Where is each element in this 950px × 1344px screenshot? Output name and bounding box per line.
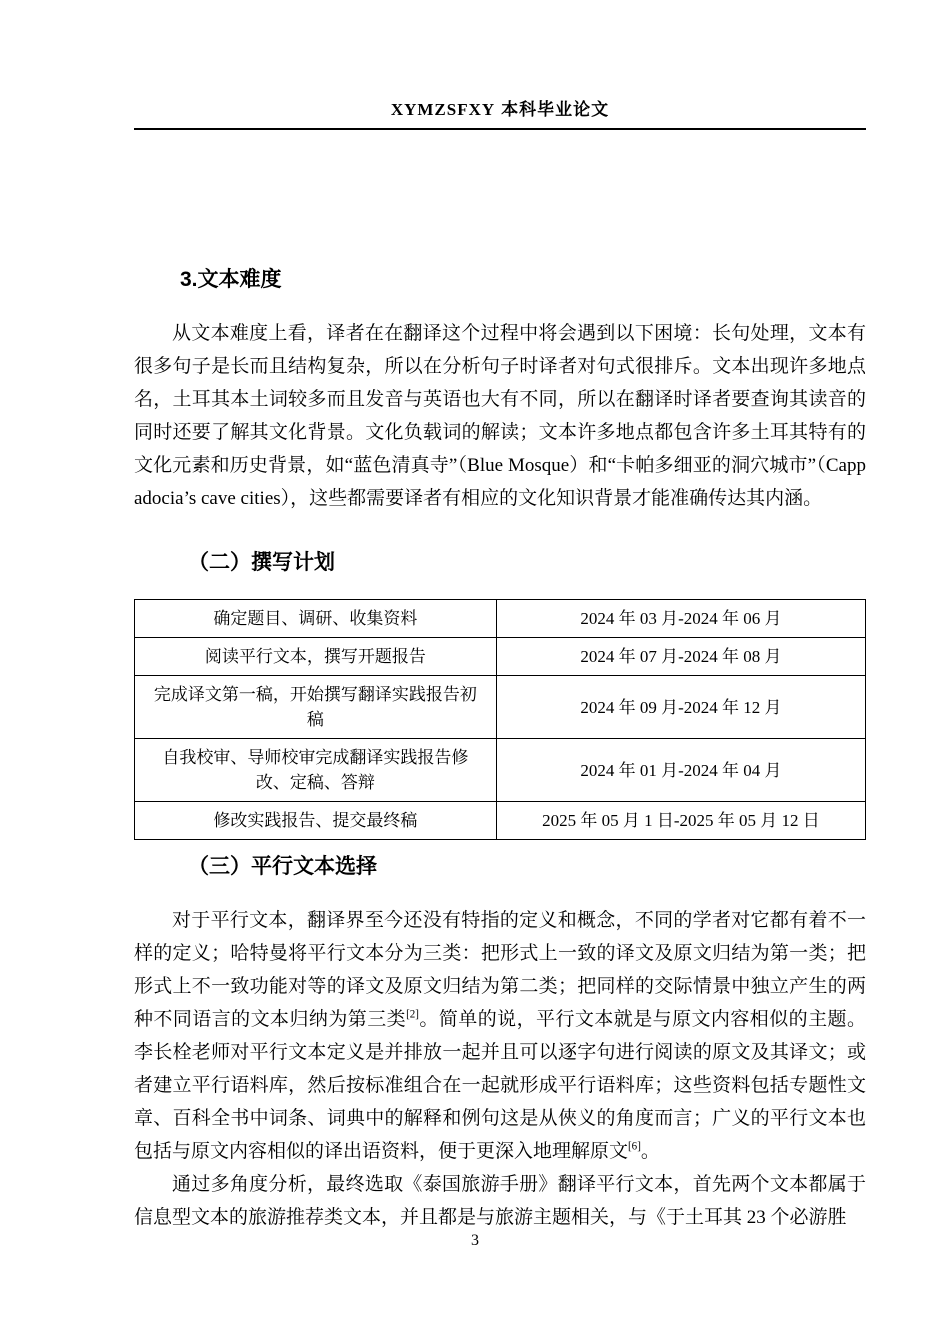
paragraph-text-difficulty: 从文本难度上看，译者在在翻译这个过程中将会遇到以下困境：长句处理，文本有很多句子是长而且结构复杂，所以在分析句子时译者对句式很排斥。文本出现许多地点名，土耳其本土词较多而且发音与英语也大有不同，所以在翻译时译者要查询其读音的同时还要了解其文化背景。文化负载词的解读；文本许多地点都包含许多土耳其特有的文化元素和历史背景，如“蓝色清真寺”（Blue Mosque）和“卡帕多细亚的洞穴城市”（Cappadocia’s cave cities），这些都需要译者有相应的文化知识背景才能准确传达其内涵。 bbox=[134, 323, 866, 509]
table-cell-period: 2024 年 09 月-2024 年 12 月 bbox=[496, 676, 865, 739]
table-row bbox=[135, 739, 866, 802]
table-cell-period: 2024 年 07 月-2024 年 08 月 bbox=[496, 638, 865, 676]
paragraph-parallel-definition: 对于平行文本，翻译界至今还没有特指的定义和概念，不同的学者对它都有着不一样的定义；哈特曼将平行文本分为三类：把形式上一致的译文及原文归结为第一类；把形式上不一致功能对等的译文及原文归结为第二类；把同样的交际情景中独立产生的两种不同语言的文本归纳为第三类[2]。简单的说，平行文本就是与原文内容相似的主题。李长栓老师对平行文本定义是并排放一起并且可以逐字句进行阅读的原文及其译文；或者建立平行语料库，然后按标准组合在一起就形成平行语料库；这些资料包括专题性文章、百科全书中词条、词典中的解释和例句这是从俠义的角度而言；广义的平行文本也包括与原文内容相似的译出语资料，便于更深入地理解原文[6]。 bbox=[134, 910, 866, 1162]
page-footer bbox=[0, 1232, 950, 1250]
paragraph-parallel-selection: 通过多角度分析，最终选取《泰国旅游手册》翻译平行文本，首先两个文本都属于信息型文本的旅游推荐类文本，并且都是与旅游主题相关，与《于土耳其 23 个必游胜 bbox=[134, 1174, 866, 1228]
heading-writing-plan: （二）撰写计划 bbox=[188, 551, 335, 574]
header-school-code: XYMZSFXY bbox=[390, 100, 496, 119]
table-row bbox=[135, 676, 866, 739]
table-cell-task: 完成译文第一稿，开始撰写翻译实践报告初稿 bbox=[135, 676, 497, 739]
table-row bbox=[135, 600, 866, 638]
table-cell-task: 阅读平行文本，撰写开题报告 bbox=[135, 638, 497, 676]
running-header bbox=[134, 95, 866, 130]
table-cell-period: 2024 年 03 月-2024 年 06 月 bbox=[496, 600, 865, 638]
table-cell-period: 2024 年 01 月-2024 年 04 月 bbox=[496, 739, 865, 802]
table-cell-task: 确定题目、调研、收集资料 bbox=[135, 600, 497, 638]
table-cell-task: 修改实践报告、提交最终稿 bbox=[135, 802, 497, 840]
heading-parallel-text-selection: （三）平行文本选择 bbox=[188, 855, 377, 878]
table-row bbox=[135, 802, 866, 840]
heading-text-difficulty: 3.文本难度 bbox=[180, 268, 282, 291]
page-number: 3 bbox=[471, 1232, 479, 1249]
table-row bbox=[135, 638, 866, 676]
table-cell-task: 自我校审、导师校审完成翻译实践报告修改、定稿、答辩 bbox=[135, 739, 497, 802]
writing-plan-table bbox=[134, 599, 866, 840]
header-doc-type: 本科毕业论文 bbox=[501, 100, 610, 119]
document-body bbox=[134, 266, 866, 1234]
table-cell-period: 2025 年 05 月 1 日-2025 年 05 月 12 日 bbox=[496, 802, 865, 840]
